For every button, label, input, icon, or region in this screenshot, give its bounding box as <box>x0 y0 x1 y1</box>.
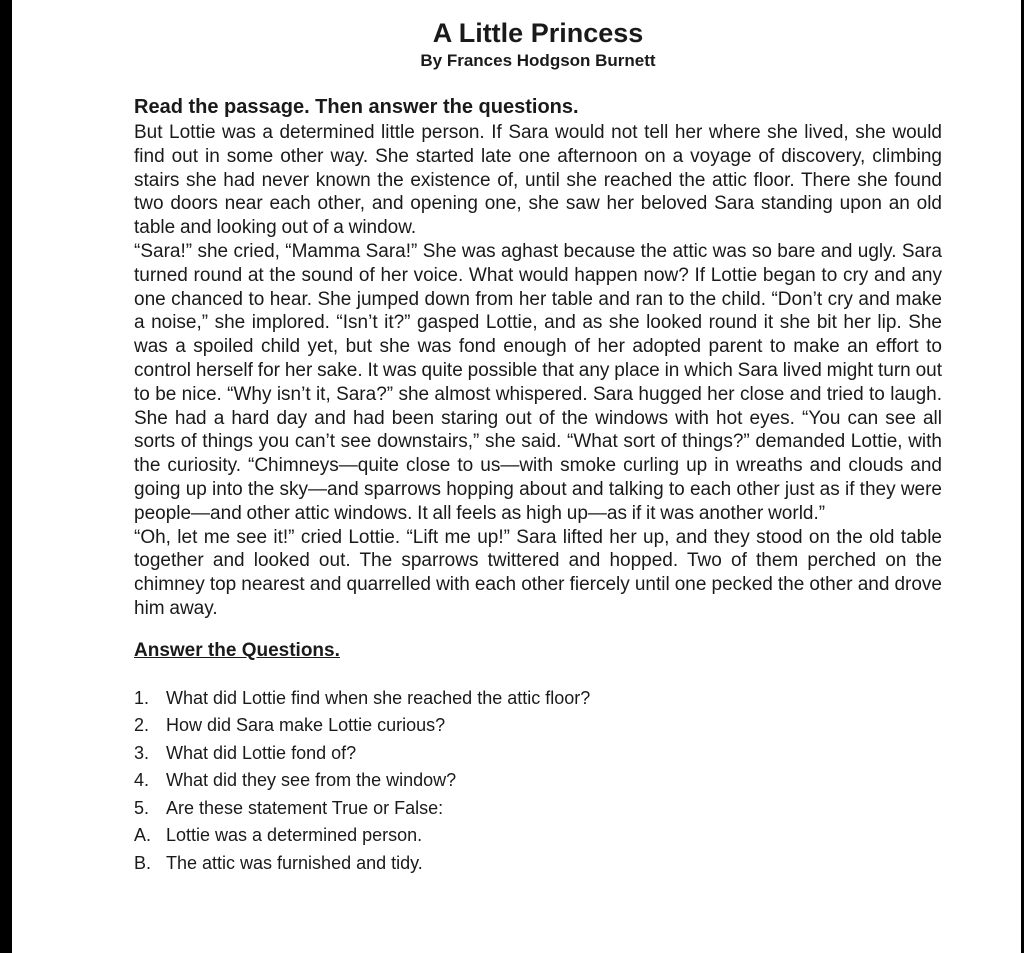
question-number: 2. <box>134 715 150 736</box>
question-text: What did Lottie find when she reached the attic floor? <box>166 687 591 708</box>
question-item <box>134 822 942 850</box>
worksheet-content <box>134 95 942 877</box>
passage-paragraph: But Lottie was a determined little person. If Sara would not tell her where she lived, she would find out in some other way. She started late one afternoon on a voyage of discovery, climbing stairs she had never known the existence of, until she reached the attic floor. There she found two doors near each other, and opening one, she saw her beloved Sara standing upon an old table and looking out of a window. <box>134 122 942 239</box>
question-item <box>134 795 942 823</box>
page-title: A Little Princess <box>432 18 644 48</box>
question-number: A. <box>134 825 152 846</box>
question-number: 4. <box>134 770 150 791</box>
question-text: Are these statement True or False: <box>166 797 444 818</box>
question-text: What did they see from the window? <box>166 770 457 791</box>
author-byline: By Frances Hodgson Burnett <box>420 51 656 70</box>
question-text: The attic was furnished and tidy. <box>166 852 423 873</box>
answer-questions-heading: Answer the Questions. <box>134 639 340 661</box>
question-list <box>134 685 942 878</box>
question-number: B. <box>134 852 152 873</box>
passage-paragraph: “Oh, let me see it!” cried Lottie. “Lift me up!” Sara lifted her up, and they stood on the old table together and looked out. The sparrows twittered and hopped. Two of them perched on the chimney top nearest and quarrelled with each other fiercely until one pecked the other and drove him away. <box>134 526 942 619</box>
passage-paragraph: “Sara!” she cried, “Mamma Sara!” She was aghast because the attic was so bare and ugly. Sara turned round at the sound of her voice. What would happen now? If Lottie began to cry and any one chanced to hear. She jumped down from her table and ran to the child. “Don’t cry and make a noise,” she implored. “Isn’t it?” gasped Lottie, and as she looked round it she bit her lip. She was a spoiled child yet, but she was fond enough of her adopted parent to make an effort to control herself for her sake. It was quite possible that any place in which Sara lived might turn out to be nice. “Why isn’t it, Sara?” she almost whispered. Sara hugged her close and tried to laugh. She had a hard day and had been staring out of the windows with hot eyes. “You can see all sorts of things you can’t see downstairs,” she said. “What sort of things?” demanded Lottie, with the curiosity. “Chimneys—quite close to us—with smoke curling up in wreaths and clouds and going up into the sky—and sparrows hopping about and talking to each other just as if they were people—and other attic windows. It all feels as high up—as if it was another world.” <box>134 240 942 524</box>
question-text: How did Sara make Lottie curious? <box>166 715 446 736</box>
question-number: 3. <box>134 742 150 763</box>
question-item <box>134 767 942 795</box>
question-item <box>134 740 942 768</box>
question-number: 5. <box>134 797 150 818</box>
question-item <box>134 850 942 878</box>
question-number: 1. <box>134 687 150 708</box>
instruction-heading: Read the passage. Then answer the questions. <box>134 96 579 118</box>
left-scan-border <box>0 0 12 953</box>
question-text: What did Lottie fond of? <box>166 742 357 763</box>
question-text: Lottie was a determined person. <box>166 825 423 846</box>
question-item <box>134 712 942 740</box>
question-item <box>134 685 942 713</box>
